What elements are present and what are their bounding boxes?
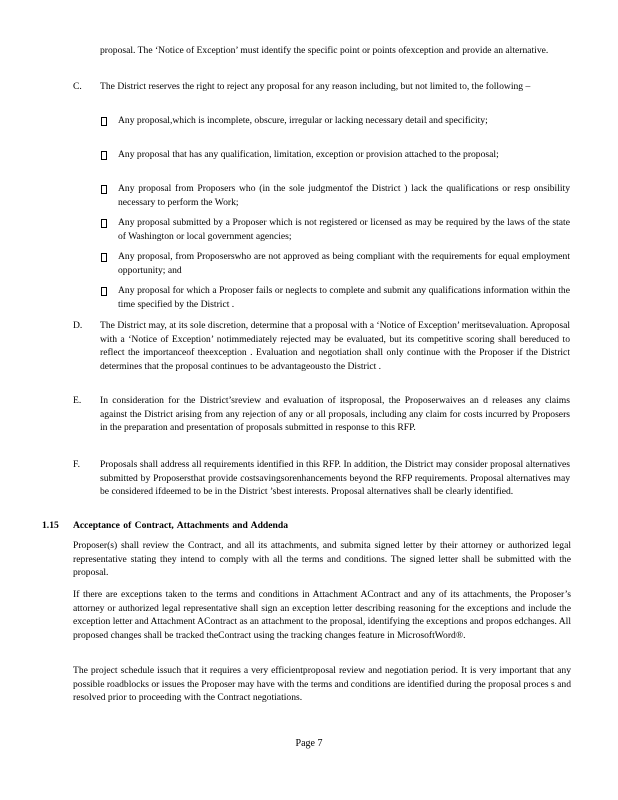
item-e-letter: E. xyxy=(73,395,82,406)
item-c-letter: C. xyxy=(73,81,82,92)
bullet-box-icon xyxy=(100,182,110,194)
bullet-text: Any proposal that has any qualification, limitation, exception or provision attached to the proposal; xyxy=(118,149,499,160)
body-paragraph: If there are exceptions taken to the terms and conditions in Attachment AContract and any of its attachments, the Proposer’s attorney or authorized legal representative shall sign an exception letter describing reasoning for the exceptions and include the exception letter and Attachment AContract as an attachment to the proposal, identifying the exceptions and propos edchanges. All proposed changes shall be tracked theContract using the tracking changes feature in MicrosoftWord®. xyxy=(73,589,571,641)
bullet-box-icon xyxy=(100,216,110,228)
item-d-text: The District may, at its sole discretion, determine that a proposal with a ‘Notice of Exception’ meritsevaluation. Aproposal with a ‘Notice of Exception’ notimmediately rejected may be evaluated, but its competitive scoring shall bereduced to reflect the importanceof theexception . Evaluation and negotiation shall only continue with the Proposer if the District determines that the proposal continues to be advantageousto the District . xyxy=(100,320,570,372)
section-title: Acceptance of Contract, Attachments and Addenda xyxy=(73,520,288,531)
body-paragraph: The project schedule issuch that it requires a very efficientproposal review and negotiation period. It is very important that any possible roadblocks or issues the Proposer may have with the terms and conditions are identified during the proposal proces s and resolved prior to proceeding with the Contract negotiations. xyxy=(73,665,571,703)
bullet-box-icon xyxy=(100,250,110,262)
bullet-text: Any proposal, from Proposerswho are not approved as being compliant with the requirements for equal employment opportunity; and xyxy=(118,251,570,276)
bullet-box-icon xyxy=(100,114,110,126)
bullet-text: Any proposal,which is incomplete, obscure, irregular or lacking necessary detail and specificity; xyxy=(118,115,488,126)
bullet-text: Any proposal from Proposers who (in the sole judgmentof the District ) lack the qualifications or resp onsibility necessary to perform the Work; xyxy=(118,183,570,208)
section-number: 1.15 xyxy=(42,520,59,531)
bullet-box-icon xyxy=(100,284,110,296)
continuation-paragraph: proposal. The ‘Notice of Exception’ must identify the specific point or points ofexception and provide an alternative. xyxy=(100,45,549,56)
bullet-text: Any proposal for which a Proposer fails or neglects to complete and submit any qualifications information within the time specified by the District . xyxy=(118,285,570,310)
item-f-text: Proposals shall address all requirements identified in this RFP. In addition, the District may consider proposal alternatives submitted by Proposersthat provide costsavingsorenhancements beyond the RFP requirements. Proposal alternatives may be considered ifdeemed to be in the District ’sbest interests. Proposal alternatives shall be clearly identified. xyxy=(100,459,570,497)
item-c-text: The District reserves the right to reject any proposal for any reason including, but not limited to, the following – xyxy=(100,81,531,92)
page-number: Page 7 xyxy=(295,738,323,749)
bullet-text: Any proposal submitted by a Proposer which is not registered or licensed as may be required by the laws of the state of Washington or local government agencies; xyxy=(118,217,570,242)
body-paragraph: Proposer(s) shall review the Contract, and all its attachments, and submita signed letter by their attorney or authorized legal representative stating they intend to comply with all the terms and conditions. The signed letter shall be submitted with the proposal. xyxy=(73,540,571,578)
item-e-text: In consideration for the District’sreview and evaluation of itsproposal, the Proposerwaives an d releases any claims against the District arising from any rejection of any or all proposals, including any claim for costs incurred by Proposers in the preparation and presentation of proposals submitted in response to this RFP. xyxy=(100,395,570,433)
bullet-box-icon xyxy=(100,148,110,160)
item-f-letter: F. xyxy=(73,459,80,470)
item-d-letter: D. xyxy=(73,320,83,331)
